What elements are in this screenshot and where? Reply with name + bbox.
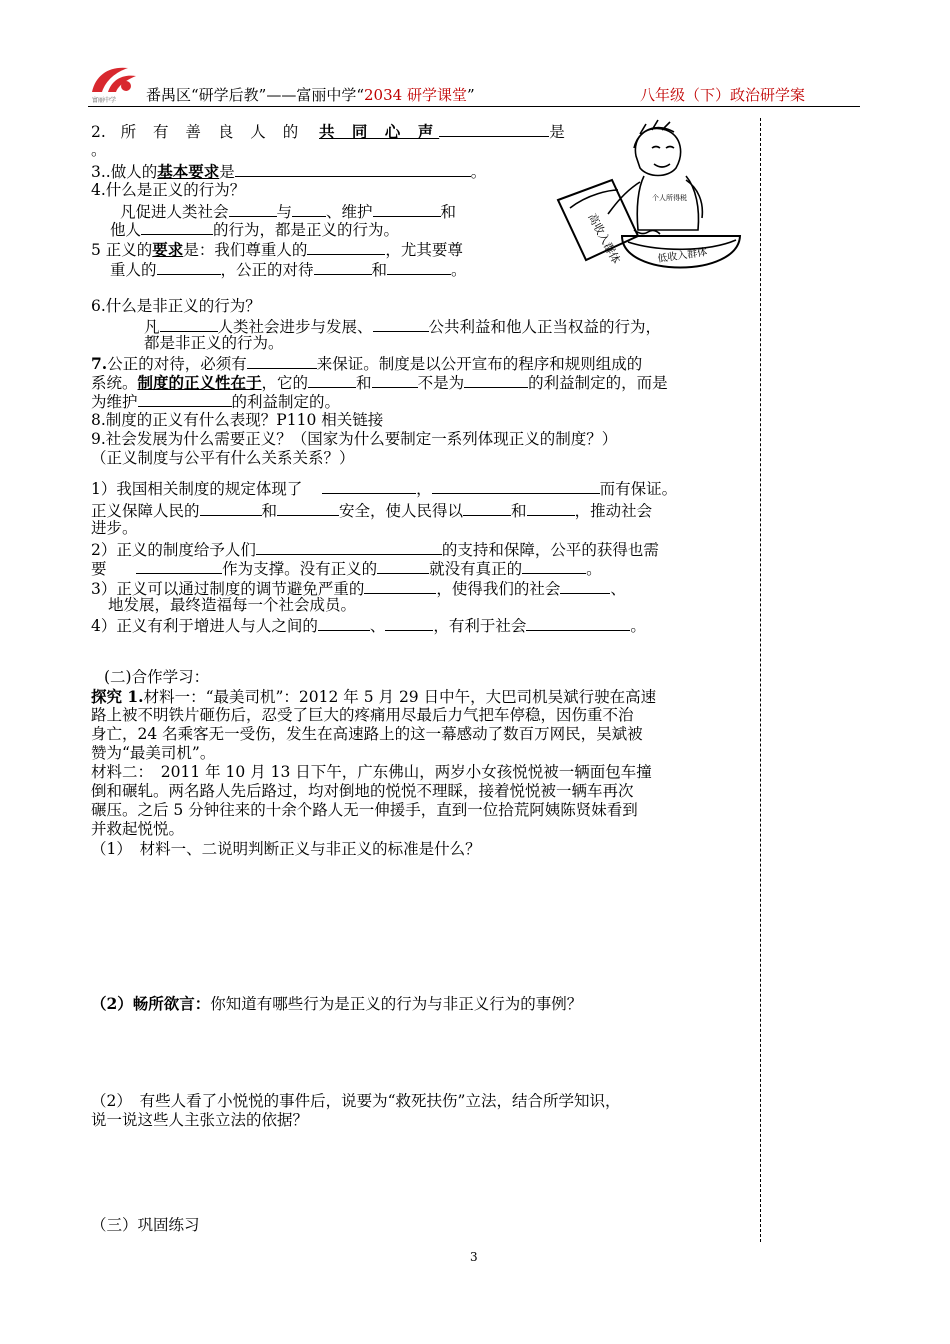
p2-line1 [91, 539, 659, 560]
p2-line2 [91, 558, 602, 579]
q6-line2: 都是非正义的行为。 [144, 334, 284, 352]
p1-c: 而有保证。 [599, 480, 678, 498]
q2-key: 共 同 心 声 [319, 122, 440, 141]
bucket-label: 高收入群体 [585, 211, 623, 266]
q9-line2: （正义制度与公平有什么关系关系？） [91, 449, 355, 467]
q6-b: 人类社会进步与发展、 [217, 318, 373, 336]
p1-f: 安全，使人民得以 [339, 502, 464, 520]
q5-e: ，公正的对待 [220, 261, 314, 279]
q4-l1-d: 和 [440, 203, 457, 221]
p4-b: 、 [369, 617, 386, 635]
p2-a: 2）正义的制度给予人们 [91, 541, 256, 559]
q4-l1-c: 、维护 [326, 203, 373, 221]
q2-line [91, 121, 565, 142]
p2-d: 作为支撑。没有正义的 [222, 560, 378, 578]
q4-blank-1[interactable] [229, 201, 277, 217]
coop-q2-text: 你知道有哪些行为是正义的行为与非正义行为的事例？ [210, 995, 583, 1013]
q7-g: 的利益制定的，而是 [528, 374, 668, 392]
q4-blank-3[interactable] [373, 201, 441, 217]
coop-question-3-line2: 说一说这些人主张立法的依据？ [91, 1111, 309, 1129]
q5-blank-4[interactable] [387, 259, 451, 275]
p1-line2 [91, 500, 652, 521]
p3-blank-1[interactable] [364, 578, 436, 594]
q7-line2 [91, 372, 668, 393]
logo-text: 富丽中学 [92, 97, 117, 104]
material1-line1 [91, 687, 656, 707]
material2-line2: 倒和碾轧。两名路人先后路过，均对倒地的悦悦不理睬，接着悦悦被一辆车再次 [91, 782, 634, 800]
q7-a: 公正的对待，必须有 [107, 355, 247, 373]
q3-blank[interactable] [235, 161, 471, 177]
header-divider [88, 106, 860, 107]
q5-line2 [110, 259, 467, 280]
p4-d: 。 [630, 617, 646, 635]
coop-question-2 [91, 994, 582, 1014]
p3-c: 、 [610, 580, 626, 598]
q2-blank[interactable] [439, 121, 549, 137]
p1-blank-6[interactable] [527, 500, 575, 516]
p3-blank-2[interactable] [560, 578, 610, 594]
p4-c: ，有利于社会 [433, 617, 527, 635]
q2-num: 2. [91, 123, 106, 141]
q4-l2-b: 的行为，都是正义的行为。 [213, 221, 400, 239]
p1-g: 和 [511, 502, 527, 520]
margin-dashed-line [760, 118, 761, 1242]
q4-line2 [110, 219, 399, 240]
material1-line2: 路上被不明铁片砸伤后，忍受了巨大的疼痛用尽最后力气把车停稳，因伤重不治 [91, 706, 634, 724]
q7-blank-4[interactable] [464, 372, 528, 388]
p1-blank-5[interactable] [463, 500, 511, 516]
p4-a: 4）正义有利于增进人与人之间的 [91, 617, 318, 635]
q7-blank-3[interactable] [372, 372, 418, 388]
q5-blank-2[interactable] [157, 259, 221, 275]
q7-h: 为维护 [91, 393, 138, 411]
coop-question-3-line1: （2） 有些人看了小悦悦的事件后，说要为“救死扶伤”立法，结合所学知识， [91, 1092, 621, 1110]
q4-blank-4[interactable] [141, 219, 213, 235]
q5-f: 和 [371, 261, 388, 279]
material2-line3: 碾压。之后 5 分钟往来的十余个路人无一伸援手，直到一位拾荒阿姨陈贤妹看到 [91, 801, 638, 819]
q4-l2-a: 他人 [110, 221, 142, 239]
p1-blank-4[interactable] [277, 500, 339, 516]
p2-blank-2[interactable] [136, 558, 222, 574]
q7-line3 [91, 391, 340, 412]
q4-l1-b: 与 [276, 203, 293, 221]
p2-b: 的支持和保障，公平的获得也需 [441, 541, 659, 559]
p3-a: 3）正义可以通过制度的调节避免严重的 [91, 580, 365, 598]
material2-line1: 材料二： 2011 年 10 月 13 日下午，广东佛山，两岁小女孩悦悦被一辆面包车撞 [91, 763, 652, 781]
p4-blank-2[interactable] [385, 615, 433, 631]
q6-a: 凡 [144, 318, 160, 336]
q3-pre: 3..做人的 [91, 163, 158, 181]
q2-text: 所 有 善 良 人 的 [120, 123, 305, 141]
header-left-a: 番禺区“研学后教”——富丽中学“ [146, 86, 365, 104]
header-left-c: ” [466, 86, 475, 104]
p1-e: 和 [261, 502, 278, 520]
explore-label: 探究 1. [91, 687, 144, 706]
q5-g: 。 [451, 261, 467, 279]
q7-key: 制度的正义性在于 [137, 373, 262, 392]
q3-line [91, 161, 486, 182]
p4-blank-1[interactable] [318, 615, 370, 631]
q2-post: 是 [549, 123, 565, 141]
q7-e: 和 [356, 374, 372, 392]
page-number: 3 [470, 1250, 478, 1264]
q7-blank-2[interactable] [308, 372, 356, 388]
q5-blank-1[interactable] [307, 239, 385, 255]
q3-end: 。 [470, 163, 487, 181]
p4-blank-3[interactable] [526, 615, 630, 631]
p1-blank-1[interactable] [322, 478, 416, 494]
material1-text-1: 材料一：“最美司机”：2012 年 5 月 29 日中午，大巴司机吴斌行驶在高速 [143, 688, 657, 706]
material2-line4: 并救起悦悦。 [91, 820, 185, 838]
q4-blank-2[interactable] [292, 201, 326, 217]
p2-blank-1[interactable] [256, 539, 442, 555]
p1-blank-2[interactable] [432, 478, 600, 494]
q7-line1 [91, 353, 642, 374]
header-right: 八年级（下）政治研学案 [640, 86, 806, 104]
basin-label: 低收入群体 [656, 247, 708, 265]
q4-l1-a: 凡促进人类社会 [120, 203, 229, 221]
material1-line3: 身亡，24 名乘客无一受伤，发生在高速路上的这一幕感动了数百万网民，吴斌被 [91, 725, 643, 743]
q5-d: 重人的 [110, 261, 157, 279]
p1-blank-3[interactable] [200, 500, 262, 516]
q7-f: 不是为 [417, 374, 465, 392]
q7-blank-5[interactable] [138, 391, 232, 407]
p3-line2: 地发展，最终造福每一个社会成员。 [108, 596, 357, 614]
p1-line3: 进步。 [91, 519, 138, 537]
coop-q2-label: （2）畅所欲言： [91, 994, 211, 1013]
q7-c: 系统。 [91, 374, 138, 392]
q5-line1 [91, 239, 463, 260]
q6-c: 公共利益和他人正当权益的行为， [428, 318, 662, 336]
p2-f: 。 [586, 560, 602, 578]
q7-i: 的利益制定的。 [231, 393, 341, 411]
p1-b: ， [416, 480, 432, 498]
q7-b: 来保证。制度是以公开宣布的程序和规则组成的 [316, 355, 643, 373]
practice-title: （三）巩固练习 [91, 1216, 200, 1234]
p3-b: ，使得我们的社会 [436, 580, 561, 598]
p2-blank-3[interactable] [377, 558, 429, 574]
q7-num: 7. [91, 354, 108, 373]
header-left [146, 86, 475, 105]
q5-b: 是：我们尊重人的 [183, 241, 308, 259]
q9-line1: 9.社会发展为什么需要正义？（国家为什么要制定一系列体现正义的制度？） [91, 430, 618, 448]
header-left-b: 2034 研学课堂 [364, 86, 467, 104]
q5-c: ，尤其要尊 [385, 241, 463, 259]
q6-title: 6.什么是非正义的行为？ [91, 297, 261, 315]
material1-line4: 赞为“最美司机”。 [91, 744, 216, 762]
q5-a: 5 正义的 [91, 241, 153, 259]
p1-d: 正义保障人民的 [91, 502, 200, 520]
q4-title: 4.什么是正义的行为？ [91, 181, 246, 199]
q7-d: ，它的 [261, 374, 309, 392]
q3-key: 基本要求 [157, 162, 220, 181]
q7-blank-1[interactable] [247, 353, 317, 369]
cartoon-illustration [548, 118, 748, 298]
q6-blank-1[interactable] [160, 316, 218, 332]
coop-question-1: （1） 材料一、二说明判断正义与非正义的标准是什么？ [91, 840, 481, 858]
q6-blank-2[interactable] [373, 316, 429, 332]
q2-end: 。 [91, 141, 107, 159]
school-logo [88, 62, 140, 104]
p2-blank-4[interactable] [522, 558, 586, 574]
p2-e: 就没有真正的 [429, 560, 523, 578]
p4-line [91, 615, 646, 636]
p2-c: 要 [91, 560, 107, 578]
p1-a: 1）我国相关制度的规定体现了 [91, 480, 303, 498]
q3-post: 是 [219, 163, 235, 181]
coop-title: (二)合作学习： [104, 668, 210, 686]
q5-key: 要求 [152, 240, 184, 259]
shirt-label: 个人所得税 [652, 194, 687, 202]
p1-line1 [91, 478, 677, 499]
q8: 8.制度的正义有什么表现？P110 相关链接 [91, 411, 384, 429]
q5-blank-3[interactable] [314, 259, 372, 275]
p1-h: ，推动社会 [574, 502, 653, 520]
